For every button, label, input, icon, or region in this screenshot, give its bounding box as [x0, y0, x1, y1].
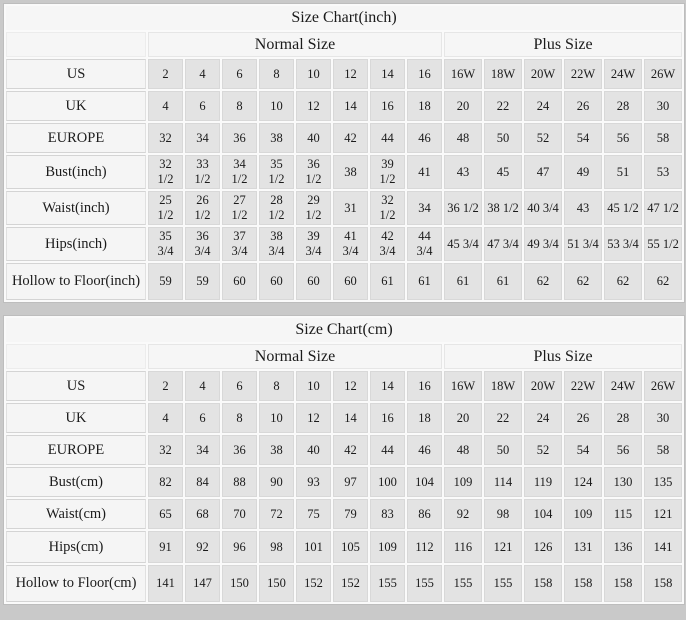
- data-cell: 104: [524, 499, 562, 529]
- row-label: Waist(inch): [6, 191, 146, 225]
- data-cell: 38 3/4: [259, 227, 294, 261]
- data-cell: 26W: [644, 371, 682, 401]
- table-row: [6, 227, 682, 261]
- data-cell: 25 1/2: [148, 191, 183, 225]
- data-cell: 48: [444, 435, 482, 465]
- data-cell: 56: [604, 123, 642, 153]
- data-cell: 14: [370, 371, 405, 401]
- normal-size-header: Normal Size: [148, 32, 442, 57]
- data-cell: 24: [524, 403, 562, 433]
- data-cell: 97: [333, 467, 368, 497]
- data-cell: 42 3/4: [370, 227, 405, 261]
- table-row: [6, 499, 682, 529]
- data-cell: 10: [259, 91, 294, 121]
- data-cell: 10: [296, 371, 331, 401]
- data-cell: 126: [524, 531, 562, 563]
- data-cell: 40 3/4: [524, 191, 562, 225]
- data-cell: 26 1/2: [185, 191, 220, 225]
- data-cell: 30: [644, 403, 682, 433]
- data-cell: 60: [259, 263, 294, 300]
- data-cell: 16: [370, 91, 405, 121]
- data-cell: 28: [604, 403, 642, 433]
- data-cell: 36: [222, 123, 257, 153]
- data-cell: 6: [222, 371, 257, 401]
- data-cell: 35 1/2: [259, 155, 294, 189]
- table-body: [6, 371, 682, 602]
- table-row: [6, 403, 682, 433]
- row-label: Hips(inch): [6, 227, 146, 261]
- table-row: [6, 371, 682, 401]
- data-cell: 34: [185, 123, 220, 153]
- data-cell: 155: [484, 565, 522, 602]
- plus-size-header: Plus Size: [444, 344, 682, 369]
- data-cell: 70: [222, 499, 257, 529]
- corner-cell: [6, 32, 146, 57]
- data-cell: 45 3/4: [444, 227, 482, 261]
- data-cell: 4: [185, 371, 220, 401]
- data-cell: 47 1/2: [644, 191, 682, 225]
- plus-size-header: Plus Size: [444, 32, 682, 57]
- row-label: Waist(cm): [6, 499, 146, 529]
- data-cell: 79: [333, 499, 368, 529]
- data-cell: 150: [259, 565, 294, 602]
- data-cell: 62: [644, 263, 682, 300]
- data-cell: 45 1/2: [604, 191, 642, 225]
- data-cell: 34 1/2: [222, 155, 257, 189]
- data-cell: 48: [444, 123, 482, 153]
- data-cell: 49 3/4: [524, 227, 562, 261]
- data-cell: 72: [259, 499, 294, 529]
- data-cell: 43: [564, 191, 602, 225]
- data-cell: 49: [564, 155, 602, 189]
- data-cell: 20: [444, 403, 482, 433]
- data-cell: 93: [296, 467, 331, 497]
- table-row: [6, 263, 682, 300]
- data-cell: 40: [296, 123, 331, 153]
- data-cell: 44: [370, 435, 405, 465]
- table-title: Size Chart(cm): [6, 318, 682, 342]
- data-cell: 92: [444, 499, 482, 529]
- data-cell: 104: [407, 467, 442, 497]
- data-cell: 141: [644, 531, 682, 563]
- data-cell: 61: [484, 263, 522, 300]
- data-cell: 42: [333, 435, 368, 465]
- data-cell: 18: [407, 91, 442, 121]
- data-cell: 98: [259, 531, 294, 563]
- data-cell: 39 1/2: [370, 155, 405, 189]
- data-cell: 51 3/4: [564, 227, 602, 261]
- table-row: [6, 531, 682, 563]
- data-cell: 30: [644, 91, 682, 121]
- data-cell: 62: [604, 263, 642, 300]
- data-cell: 61: [407, 263, 442, 300]
- table-row: [6, 123, 682, 153]
- data-cell: 4: [185, 59, 220, 89]
- data-cell: 105: [333, 531, 368, 563]
- table-row: [6, 467, 682, 497]
- data-cell: 22W: [564, 371, 602, 401]
- data-cell: 4: [148, 403, 183, 433]
- data-cell: 44: [370, 123, 405, 153]
- data-cell: 56: [604, 435, 642, 465]
- row-label: Bust(inch): [6, 155, 146, 189]
- data-cell: 68: [185, 499, 220, 529]
- data-cell: 62: [524, 263, 562, 300]
- data-cell: 18: [407, 403, 442, 433]
- data-cell: 46: [407, 123, 442, 153]
- data-cell: 46: [407, 435, 442, 465]
- data-cell: 90: [259, 467, 294, 497]
- data-cell: 16W: [444, 371, 482, 401]
- data-cell: 24W: [604, 371, 642, 401]
- data-cell: 36 1/2: [296, 155, 331, 189]
- row-label: Hollow to Floor(cm): [6, 565, 146, 602]
- data-cell: 158: [644, 565, 682, 602]
- table-row: [6, 91, 682, 121]
- data-cell: 109: [370, 531, 405, 563]
- data-cell: 60: [222, 263, 257, 300]
- data-cell: 158: [564, 565, 602, 602]
- data-cell: 28 1/2: [259, 191, 294, 225]
- normal-size-header: Normal Size: [148, 344, 442, 369]
- data-cell: 42: [333, 123, 368, 153]
- data-cell: 44 3/4: [407, 227, 442, 261]
- data-cell: 22W: [564, 59, 602, 89]
- data-cell: 88: [222, 467, 257, 497]
- data-cell: 26: [564, 403, 602, 433]
- data-cell: 8: [259, 59, 294, 89]
- data-cell: 6: [185, 91, 220, 121]
- data-cell: 33 1/2: [185, 155, 220, 189]
- data-cell: 45: [484, 155, 522, 189]
- data-cell: 155: [444, 565, 482, 602]
- data-cell: 158: [524, 565, 562, 602]
- data-cell: 91: [148, 531, 183, 563]
- data-cell: 6: [185, 403, 220, 433]
- table-row: [6, 435, 682, 465]
- table-title: Size Chart(inch): [6, 6, 682, 30]
- data-cell: 8: [222, 403, 257, 433]
- data-cell: 6: [222, 59, 257, 89]
- data-cell: 92: [185, 531, 220, 563]
- row-label: UK: [6, 403, 146, 433]
- column-group-row: [6, 32, 682, 57]
- data-cell: 32: [148, 435, 183, 465]
- table-row: [6, 565, 682, 602]
- size-chart-inch-table: [3, 3, 685, 303]
- data-cell: 26: [564, 91, 602, 121]
- data-cell: 62: [564, 263, 602, 300]
- size-chart-cm-header: [6, 318, 682, 369]
- row-label: EUROPE: [6, 123, 146, 153]
- data-cell: 54: [564, 435, 602, 465]
- data-cell: 136: [604, 531, 642, 563]
- table-title-row: [6, 318, 682, 342]
- data-cell: 130: [604, 467, 642, 497]
- data-cell: 34: [185, 435, 220, 465]
- data-cell: 4: [148, 91, 183, 121]
- data-cell: 141: [148, 565, 183, 602]
- data-cell: 52: [524, 123, 562, 153]
- data-cell: 31: [333, 191, 368, 225]
- data-cell: 29 1/2: [296, 191, 331, 225]
- data-cell: 86: [407, 499, 442, 529]
- data-cell: 84: [185, 467, 220, 497]
- data-cell: 18W: [484, 59, 522, 89]
- data-cell: 12: [296, 91, 331, 121]
- corner-cell: [6, 344, 146, 369]
- data-cell: 41: [407, 155, 442, 189]
- data-cell: 12: [333, 371, 368, 401]
- data-cell: 20W: [524, 59, 562, 89]
- data-cell: 14: [333, 91, 368, 121]
- data-cell: 16W: [444, 59, 482, 89]
- row-label: US: [6, 371, 146, 401]
- data-cell: 8: [259, 371, 294, 401]
- data-cell: 20: [444, 91, 482, 121]
- data-cell: 32 1/2: [148, 155, 183, 189]
- data-cell: 16: [407, 371, 442, 401]
- data-cell: 116: [444, 531, 482, 563]
- table-row: [6, 155, 682, 189]
- data-cell: 54: [564, 123, 602, 153]
- row-label: EUROPE: [6, 435, 146, 465]
- data-cell: 112: [407, 531, 442, 563]
- data-cell: 109: [444, 467, 482, 497]
- data-cell: 61: [444, 263, 482, 300]
- data-cell: 59: [148, 263, 183, 300]
- row-label: Hips(cm): [6, 531, 146, 563]
- row-label: Bust(cm): [6, 467, 146, 497]
- data-cell: 12: [333, 59, 368, 89]
- table-row: [6, 59, 682, 89]
- data-cell: 14: [370, 59, 405, 89]
- data-cell: 58: [644, 123, 682, 153]
- data-cell: 14: [333, 403, 368, 433]
- data-cell: 60: [333, 263, 368, 300]
- data-cell: 38: [259, 435, 294, 465]
- data-cell: 20W: [524, 371, 562, 401]
- data-cell: 150: [222, 565, 257, 602]
- data-cell: 115: [604, 499, 642, 529]
- data-cell: 26W: [644, 59, 682, 89]
- row-label: UK: [6, 91, 146, 121]
- data-cell: 114: [484, 467, 522, 497]
- data-cell: 16: [407, 59, 442, 89]
- data-cell: 50: [484, 435, 522, 465]
- data-cell: 38 1/2: [484, 191, 522, 225]
- data-cell: 51: [604, 155, 642, 189]
- data-cell: 38: [333, 155, 368, 189]
- data-cell: 16: [370, 403, 405, 433]
- data-cell: 36: [222, 435, 257, 465]
- data-cell: 47 3/4: [484, 227, 522, 261]
- data-cell: 52: [524, 435, 562, 465]
- data-cell: 22: [484, 403, 522, 433]
- data-cell: 37 3/4: [222, 227, 257, 261]
- data-cell: 50: [484, 123, 522, 153]
- data-cell: 82: [148, 467, 183, 497]
- data-cell: 36 3/4: [185, 227, 220, 261]
- data-cell: 32: [148, 123, 183, 153]
- data-cell: 41 3/4: [333, 227, 368, 261]
- table-row: [6, 191, 682, 225]
- data-cell: 2: [148, 371, 183, 401]
- data-cell: 32 1/2: [370, 191, 405, 225]
- data-cell: 121: [484, 531, 522, 563]
- data-cell: 61: [370, 263, 405, 300]
- data-cell: 58: [644, 435, 682, 465]
- row-label: Hollow to Floor(inch): [6, 263, 146, 300]
- data-cell: 2: [148, 59, 183, 89]
- data-cell: 10: [296, 59, 331, 89]
- data-cell: 22: [484, 91, 522, 121]
- column-group-row: [6, 344, 682, 369]
- data-cell: 121: [644, 499, 682, 529]
- data-cell: 18W: [484, 371, 522, 401]
- data-cell: 43: [444, 155, 482, 189]
- data-cell: 101: [296, 531, 331, 563]
- data-cell: 38: [259, 123, 294, 153]
- data-cell: 55 1/2: [644, 227, 682, 261]
- data-cell: 60: [296, 263, 331, 300]
- data-cell: 24: [524, 91, 562, 121]
- data-cell: 35 3/4: [148, 227, 183, 261]
- data-cell: 96: [222, 531, 257, 563]
- data-cell: 98: [484, 499, 522, 529]
- data-cell: 53 3/4: [604, 227, 642, 261]
- data-cell: 119: [524, 467, 562, 497]
- data-cell: 27 1/2: [222, 191, 257, 225]
- data-cell: 12: [296, 403, 331, 433]
- data-cell: 135: [644, 467, 682, 497]
- data-cell: 109: [564, 499, 602, 529]
- data-cell: 147: [185, 565, 220, 602]
- data-cell: 158: [604, 565, 642, 602]
- data-cell: 152: [333, 565, 368, 602]
- table-body: [6, 59, 682, 300]
- data-cell: 10: [259, 403, 294, 433]
- data-cell: 39 3/4: [296, 227, 331, 261]
- data-cell: 152: [296, 565, 331, 602]
- table-title-row: [6, 6, 682, 30]
- data-cell: 47: [524, 155, 562, 189]
- data-cell: 36 1/2: [444, 191, 482, 225]
- data-cell: 40: [296, 435, 331, 465]
- data-cell: 34: [407, 191, 442, 225]
- data-cell: 131: [564, 531, 602, 563]
- data-cell: 155: [370, 565, 405, 602]
- data-cell: 124: [564, 467, 602, 497]
- data-cell: 53: [644, 155, 682, 189]
- data-cell: 24W: [604, 59, 642, 89]
- size-chart-inch-header: [6, 6, 682, 57]
- size-chart-cm-table: [3, 315, 685, 605]
- data-cell: 155: [407, 565, 442, 602]
- data-cell: 28: [604, 91, 642, 121]
- data-cell: 83: [370, 499, 405, 529]
- row-label: US: [6, 59, 146, 89]
- data-cell: 59: [185, 263, 220, 300]
- data-cell: 8: [222, 91, 257, 121]
- data-cell: 75: [296, 499, 331, 529]
- data-cell: 100: [370, 467, 405, 497]
- data-cell: 65: [148, 499, 183, 529]
